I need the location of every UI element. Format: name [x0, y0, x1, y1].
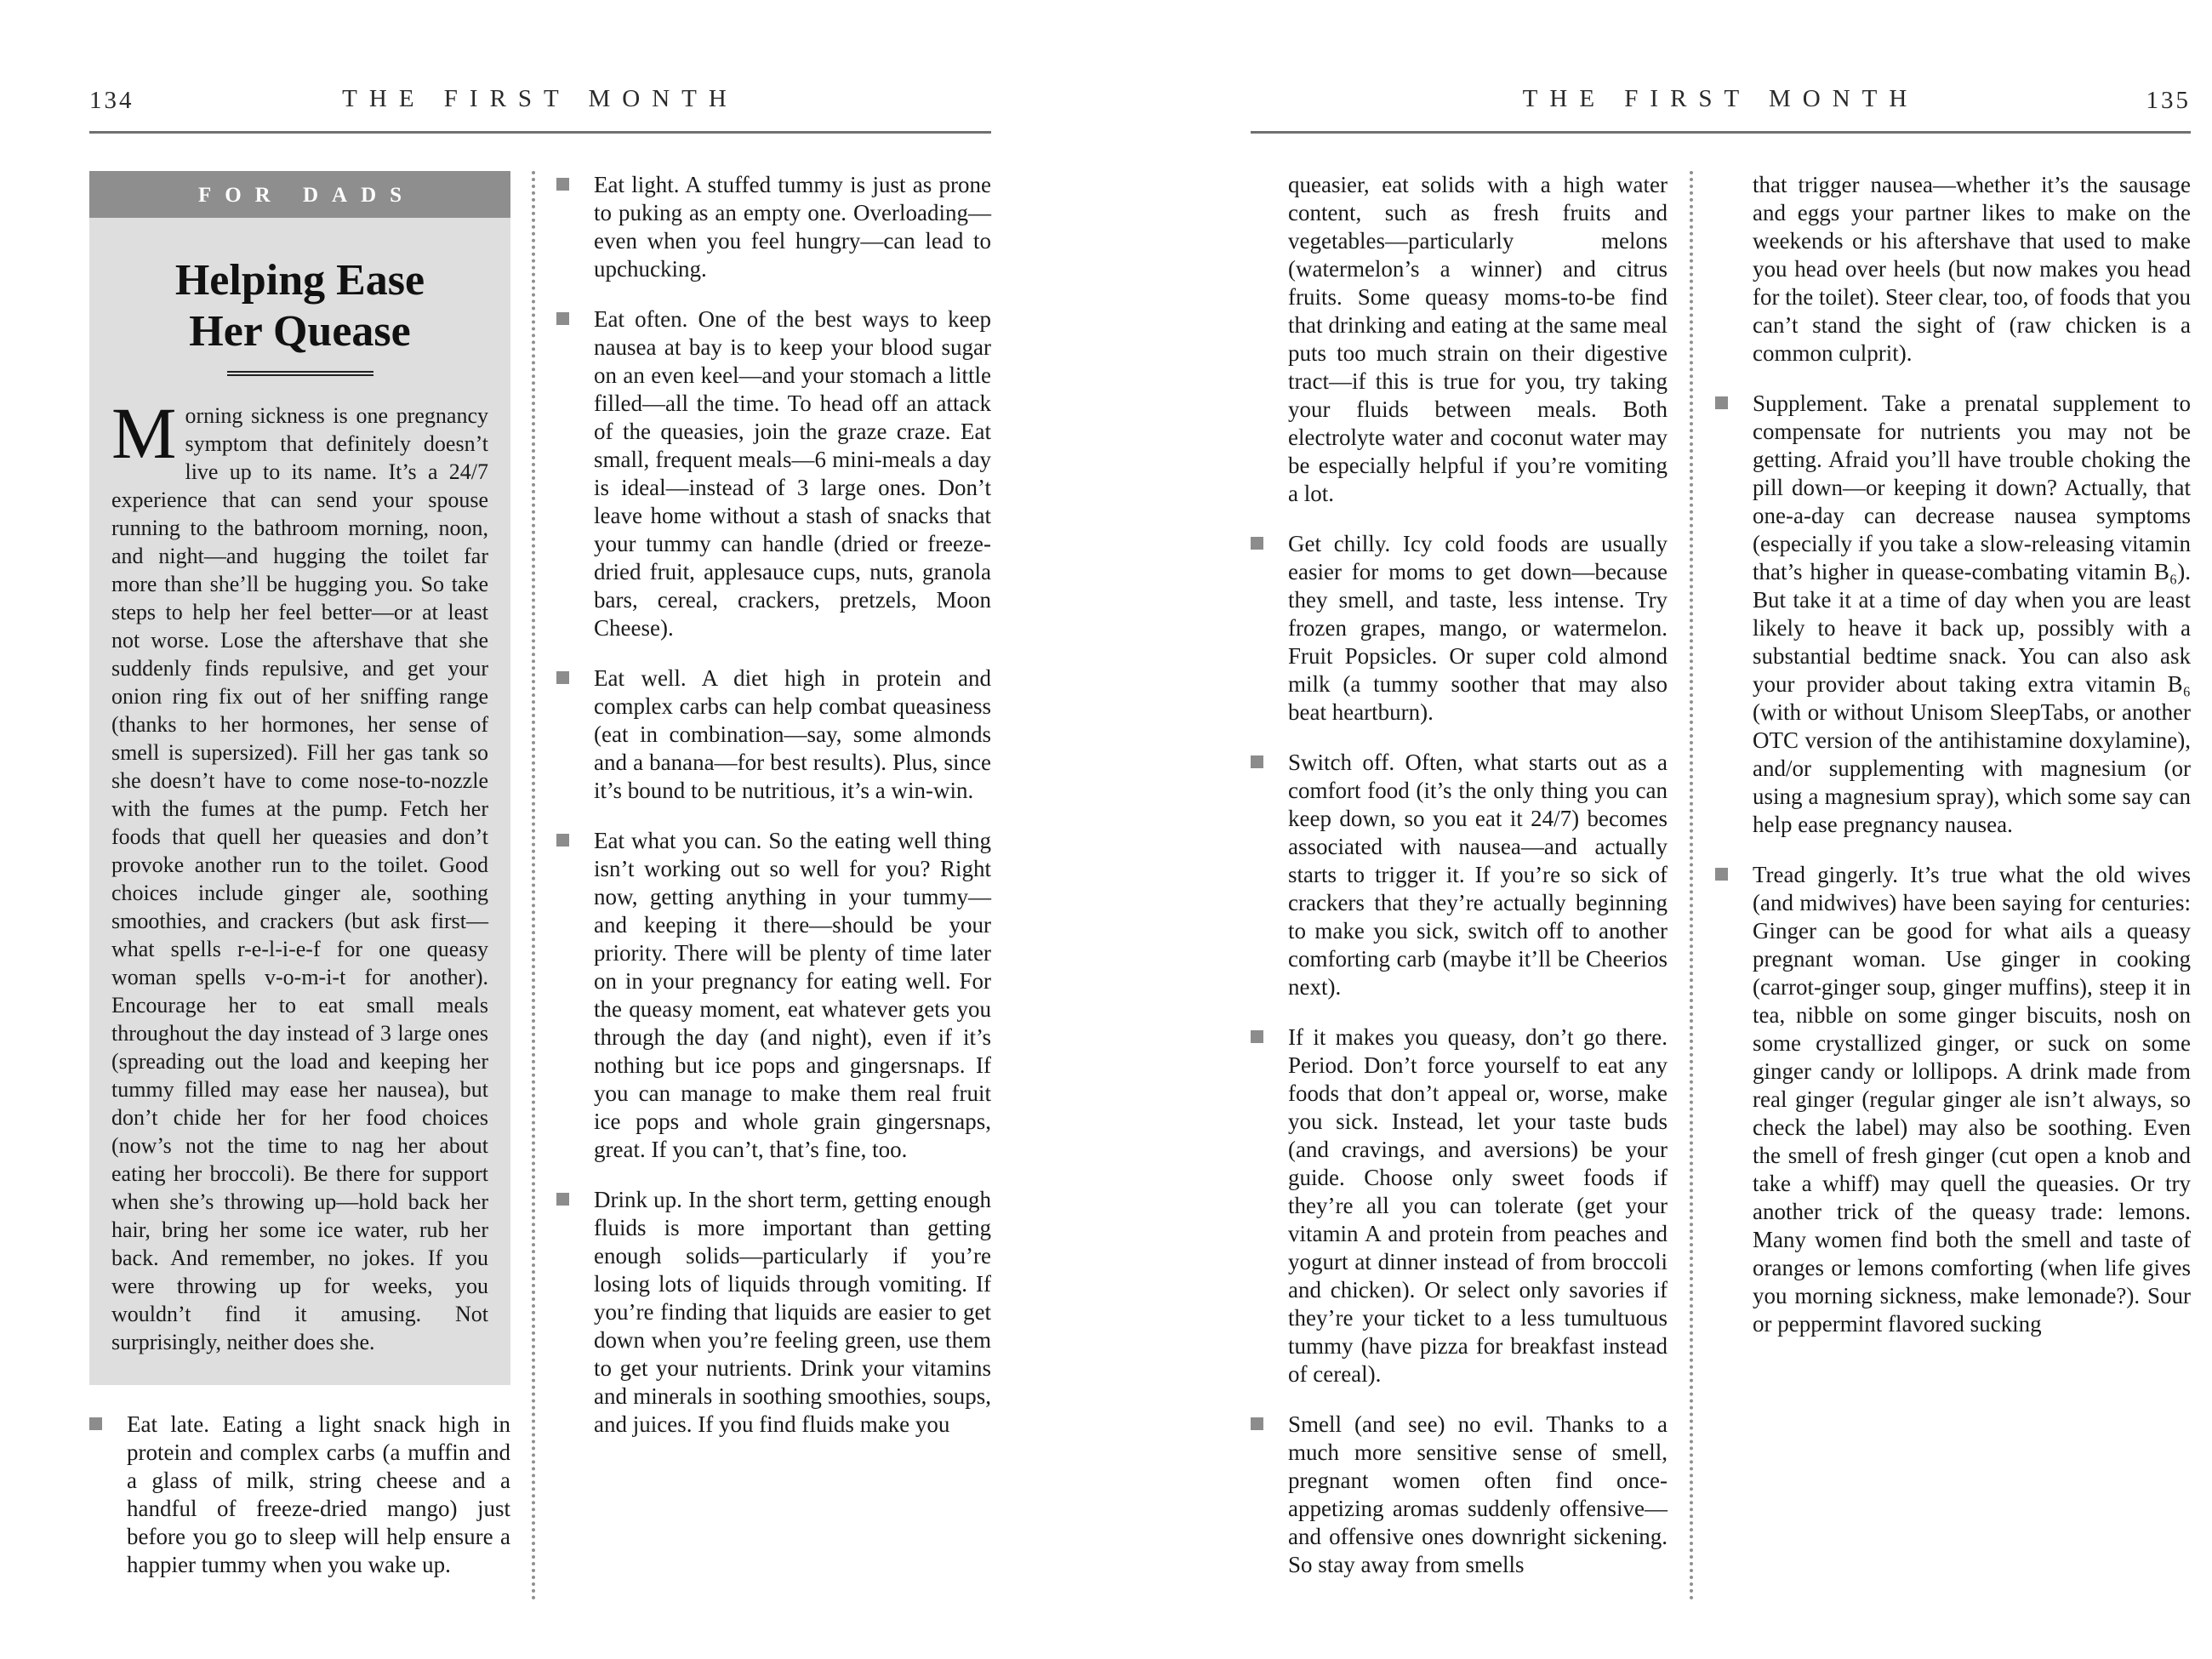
bullet-text: Supplement. Take a prenatal supplement to compensate for nutrients you may not be getting. Afraid you’ll have trouble choking the pill down—or keeping it down? Actually, that one-a-day can decrease nausea symptoms (especially if you take a slow-releasing vitamin that’s higher in quease-combating vitamin B₆). But take it at a time of day when you are least likely to heave it back up, possibly with a substantial bedtime snack. You can also ask your provider about taking extra vitamin B₆ (with or without Unisom SleepTabs, or another OTC version of the antihistamine doxylamine), and/or supplementing with magnesium (or using a magnesium spray), which some say can help ease pregnancy nausea.	[1753, 391, 2191, 837]
columns-left	[89, 171, 991, 1601]
bullet-item-eat-light	[556, 171, 991, 283]
bullet-text: Smell (and see) no evil. Thanks to a much more sensitive sense of smell, pregnant women often find once-appetizing aromas suddenly offensive—and offensive ones downright sickening. So stay away from smells	[1288, 1411, 1668, 1577]
page-number-left: 134	[89, 87, 134, 114]
column-4	[1715, 171, 2191, 1601]
bullet-square-icon	[1251, 537, 1263, 550]
header-rule-right	[1251, 131, 2191, 134]
continuation-paragraph: that trigger nausea—whether it’s the sausage and eggs your partner likes to make on the weekends or his aftershave that used to make you head over heels (but now makes you head for the toilet). Steer clear, too, of foods that you can’t stand the sight of (raw chicken is a common culprit).	[1753, 172, 2191, 366]
bullet-item-eat-often	[556, 305, 991, 642]
bullet-square-icon	[556, 178, 569, 191]
column-3	[1251, 171, 1668, 1601]
bullet-square-icon	[1251, 1417, 1263, 1430]
box-paragraph	[111, 392, 488, 1356]
bullet-square-icon	[556, 1193, 569, 1206]
page-header-right	[1251, 85, 2191, 119]
bullet-square-icon	[1251, 755, 1263, 768]
box-title-line2: Her Quease	[189, 307, 411, 356]
bullet-text: Eat late. Eating a light snack high in protein and complex carbs (a muffin and a glass of milk, string cheese and a handful of freeze-dried mango) just before you go to sleep will help ensure a happier tummy when you wake up.	[127, 1411, 510, 1577]
dropcap-letter: M	[111, 392, 177, 474]
bullet-text: Eat light. A stuffed tummy is just as prone to puking as an empty one. Overloading—even when you feel hungry—can lead to upchucking.	[594, 172, 991, 282]
bullet-square-icon	[89, 1417, 102, 1430]
bullet-item-drink-up	[556, 1186, 991, 1439]
bullet-text: Drink up. In the short term, getting enough fluids is more important than getting enough solids—particularly if you’re losing lots of liquids through vomiting. If you’re finding that liquids are easier to get down when you’re feeling green, use them to get your nutrients. Drink your vitamins and minerals in soothing smoothies, soups, and juices. If you find fluids make you	[594, 1187, 991, 1437]
bullet-square-icon	[1715, 396, 1728, 409]
bullet-square-icon	[556, 671, 569, 684]
bullet-text: Eat often. One of the best ways to keep nausea at bay is to keep your blood sugar on an even keel—and your stomach a little filled—all the time. To head off an attack of the queasies, join the graze craze. Eat small, frequent meals—6 mini-meals a day is ideal—instead of 3 large ones. Don’t leave home without a stash of snacks that your tummy can handle (dried or freeze-dried fruit, applesauce cups, nuts, granola bars, cereal, crackers, pretzels, Moon Cheese).	[594, 306, 991, 641]
column-2	[556, 171, 991, 1601]
bullet-item-eat-late	[89, 1411, 510, 1579]
bullet-item-smell-no-evil	[1251, 1411, 1668, 1579]
bullet-item-eat-well	[556, 664, 991, 805]
bullet-square-icon	[1715, 868, 1728, 881]
column-divider-right-page	[1690, 171, 1693, 1601]
for-dads-box-body	[89, 218, 510, 1385]
box-title-line1: Helping Ease	[174, 256, 425, 305]
bullet-item-eat-what-you-can	[556, 827, 991, 1164]
bullet-item-get-chilly	[1251, 530, 1668, 727]
column-1	[89, 171, 510, 1601]
bullet-item-tread-gingerly	[1715, 861, 2191, 1338]
bullet-text: Eat well. A diet high in protein and complex carbs can help combat queasiness (eat in combination—say, some almonds and a banana—for best results). Plus, since it’s bound to be nutritious, it’s a win-win.	[594, 665, 991, 803]
page-number-right: 135	[2146, 87, 2191, 114]
header-rule-left	[89, 131, 991, 134]
title-double-rule	[227, 371, 373, 376]
bullet-text: Switch off. Often, what starts out as a comfort food (it’s the only thing you can keep down, so you eat it 24/7) becomes associated with nausea—and actually starts to trigger it. If you’re so sick of crackers that they’re actually beginning to make you sick, switch off to another comforting carb (maybe it’ll be Cheerios next).	[1288, 750, 1668, 1000]
bullet-text: If it makes you queasy, don’t go there. Period. Don’t force yourself to eat any foods that don’t appeal or, worse, make you sick. Instead, let your taste buds (and cravings, and aversions) be your guide. Choose only sweet foods if they’re all you can tolerate (get your vitamin A and protein from peaches and yogurt at dinner instead of from broccoli and chicken). Or select only savories if they’re your ticket to a less tumultuous tummy (have pizza for breakfast instead of cereal).	[1288, 1024, 1668, 1387]
running-head-left: THE FIRST MONTH	[342, 85, 738, 112]
columns-right	[1251, 171, 2191, 1601]
for-dads-kicker: FOR DADS	[89, 171, 510, 218]
bullet-item-supplement	[1715, 390, 2191, 839]
bullet-square-icon	[556, 312, 569, 325]
bullet-square-icon	[556, 834, 569, 847]
running-head-right: THE FIRST MONTH	[1522, 85, 1919, 112]
box-title	[111, 255, 488, 357]
bullet-square-icon	[1251, 1030, 1263, 1043]
for-dads-box	[89, 171, 510, 1385]
page-header-left	[89, 85, 991, 119]
bullet-item-switch-off	[1251, 749, 1668, 1001]
bullet-text: Tread gingerly. It’s true what the old wives (and midwives) have been saying for centuries: Ginger can be good for what ails a queasy pregnant woman. Use ginger in cooking (carrot-ginger soup, ginger muffins), steep it in tea, nibble on some ginger biscuits, nosh on some crystallized ginger, or suck on some ginger candy or lollipops. A drink made from real ginger (regular ginger ale isn’t always, so check the label) may also be soothing. Even the smell of fresh ginger (cut open a knob and take a whiff) may quell the queasies. Or try another trick of the queasy trade: lemons. Many women find both the smell and taste of oranges or lemons comforting (when life gives you morning sickness, make lemonade?). Sour or peppermint flavored sucking	[1753, 862, 2191, 1337]
bullet-item-if-it-makes-you-queasy	[1251, 1023, 1668, 1388]
box-paragraph-text: orning sickness is one pregnancy symptom that definitely doesn’t live up to its name. It’s a 24/7 experience that can send your spouse running to the bathroom morning, noon, and night—and hugging the toilet far more than she’ll be hugging you. So take steps to help her feel better—or at least not worse. Lose the aftershave that she suddenly finds repulsive, and get your onion ring fix out of her sniffing range (thanks to her hormones, her sense of smell is supersized). Fill her gas tank so she doesn’t have to come nose-to-nozzle with the fumes at the pump. Fetch her foods that quell her queasies and don’t provoke another run to the toilet. Good choices include ginger ale, soothing smoothies, and crackers (but ask first—what spells r-e-l-i-e-f for one queasy woman spells v-o-m-i-t for another). Encourage her to eat small meals throughout the day instead of 3 large ones (spreading out the load and keeping her tummy filled may ease her nausea), but don’t chide her for her food choices (now’s not the time to nag her about eating her broccoli). Be there for support when she’s throwing up—hold back her hair, bring her some ice water, rub her back. And remember, no jokes. If you were throwing up for weeks, you wouldn’t find it amusing. Not surprisingly, neither does she.	[111, 403, 488, 1354]
bullet-text: Eat what you can. So the eating well thing isn’t working out so well for you? Right now, getting anything in your tummy—and keeping it there—should be your priority. There will be plenty of time later on in your pregnancy for eating well. For the queasy moment, eat whatever gets you through the day (and night), even if it’s nothing but ice pops and gingersnaps. If you can manage to make them real fruit ice pops and whole grain gingersnaps, great. If you can’t, that’s fine, too.	[594, 828, 991, 1162]
continuation-paragraph: queasier, eat solids with a high water content, such as fresh fruits and vegetables—particularly melons (watermelon’s a winner) and citrus fruits. Some queasy moms-to-be find that drinking and eating at the same meal puts too much strain on their digestive tract—if this is true for you, try taking your fluids between meals. Both electrolyte water and coconut water may be especially helpful if you’re vomiting a lot.	[1288, 172, 1668, 506]
page-right	[1106, 0, 2212, 1659]
column-divider-left-page	[532, 171, 535, 1601]
bullet-text: Get chilly. Icy cold foods are usually easier for moms to get down—because they smell, and taste, less intense. Try frozen grapes, mango, or watermelon. Fruit Popsicles. Or super cold almond milk (a tummy soother that may also beat heartburn).	[1288, 531, 1668, 725]
